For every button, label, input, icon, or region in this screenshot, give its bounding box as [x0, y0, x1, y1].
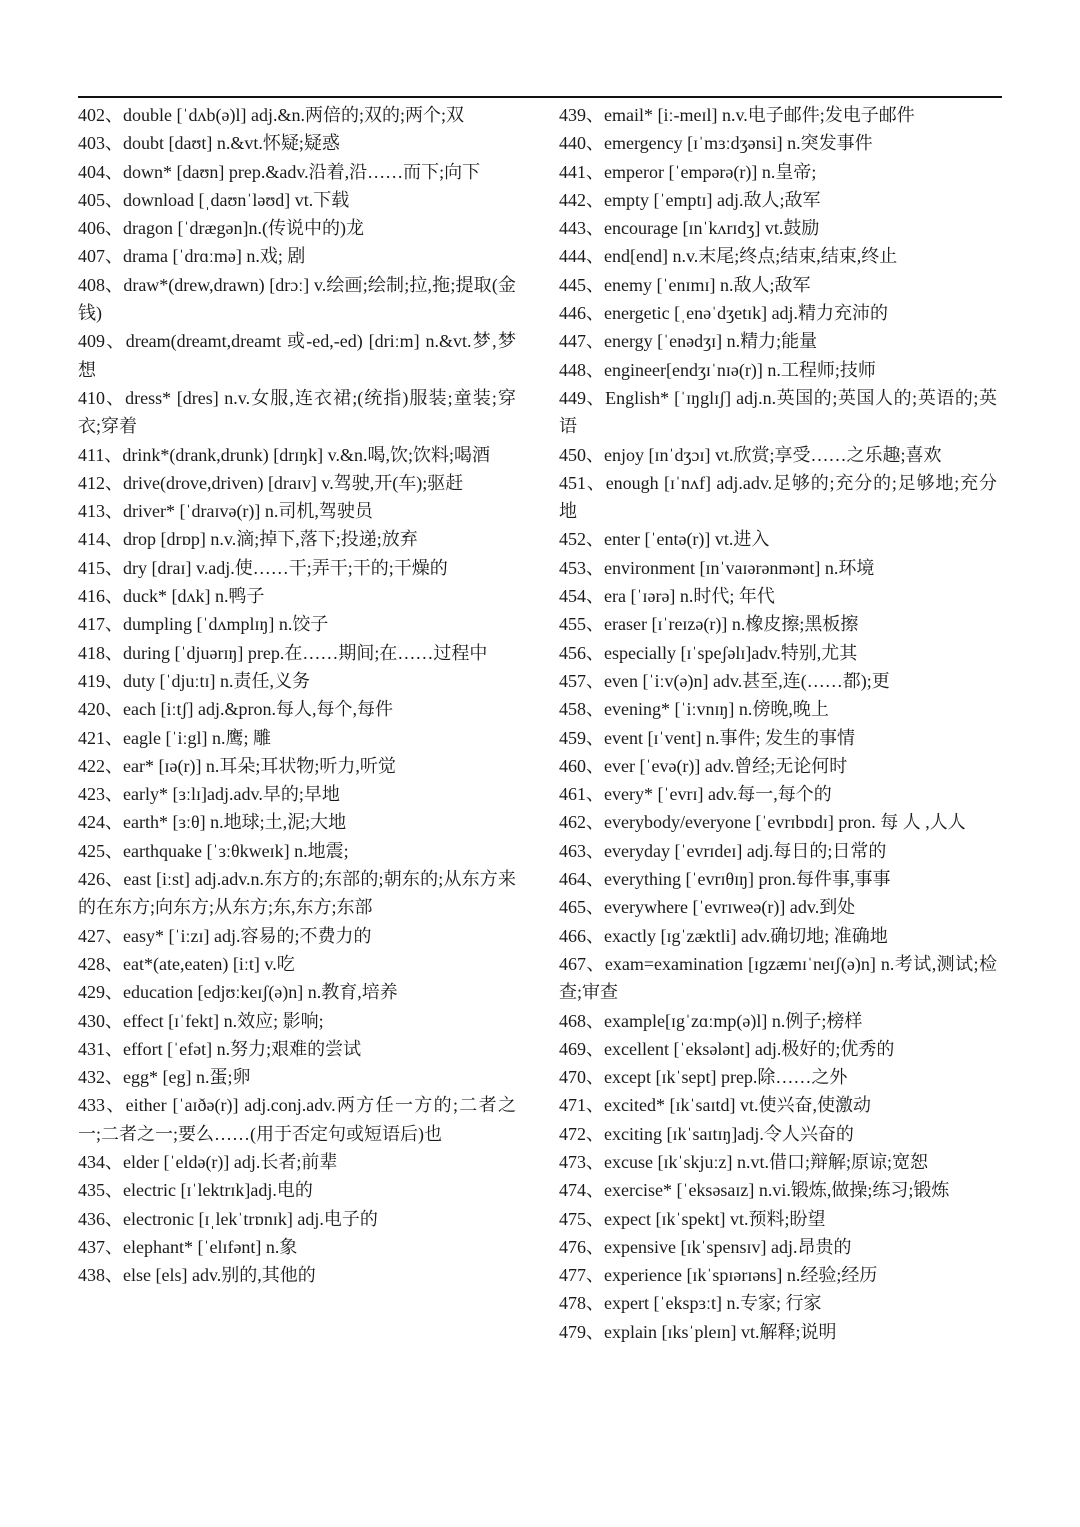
vocab-entry: 460、ever [ˈevə(r)] adv.曾经;无论何时	[559, 755, 848, 776]
top-rule	[78, 96, 1002, 98]
vocab-entry: 425、earthquake [ˈɜːθkweɪk] n.地震;	[78, 840, 349, 861]
vocab-entry: 438、else [els] adv.别的,其他的	[78, 1265, 316, 1286]
vocab-entry: 405、download [ˌdaʊnˈləʊd] vt.下载	[78, 189, 350, 210]
vocab-entry: 462、everybody/everyone [ˈevrɪbɒdɪ] pron. 每 人 ,人人	[559, 812, 966, 833]
vocab-entry: 473、excuse [ɪkˈskjuːz] n.vt.借口;辩解;原谅;宽恕	[559, 1151, 928, 1172]
vocab-entry: 433、either [ˈaɪðə(r)] adj.conj.adv.两方任一方的;二者之一;二者之一;要么……(用于否定句或短语后)也	[78, 1095, 516, 1144]
vocab-entry: 456、especially [ɪˈspeʃəlɪ]adv.特别,尤其	[559, 642, 858, 663]
vocab-entry: 453、environment [ɪnˈvaɪərənmənt] n.环境	[559, 557, 875, 578]
left-column	[78, 101, 516, 1289]
vocab-entry: 412、drive(drove,driven) [draɪv] v.驾驶,开(车);驱赶	[78, 472, 464, 493]
vocab-entry: 435、electric [ɪˈlektrɪk]adj.电的	[78, 1180, 313, 1201]
vocab-entry: 471、excited* [ɪkˈsaɪtd] vt.使兴奋,使激动	[559, 1095, 871, 1116]
vocab-entry: 467、exam=examination [ɪgzæmɪˈneɪʃ(ə)n] n.考试,测试;检查;审查	[559, 953, 997, 1003]
vocab-entry: 463、everyday [ˈevrɪdeɪ] adj.每日的;日常的	[559, 840, 887, 861]
vocab-entry: 432、egg* [eg] n.蛋;卵	[78, 1067, 251, 1088]
vocab-entry: 472、exciting [ɪkˈsaɪtɪŋ]adj.令人兴奋的	[559, 1123, 854, 1144]
vocab-entry: 454、era [ˈɪərə] n.时代; 年代	[559, 586, 775, 607]
vocab-entry: 410、dress* [dres] n.v.女服,连衣裙;(统指)服装;童装;穿衣;穿着	[78, 387, 516, 437]
right-column	[559, 101, 997, 1346]
vocab-entry: 404、down* [daʊn] prep.&adv.沿着,沿……而下;向下	[78, 161, 481, 182]
vocab-entry: 424、earth* [ɜːθ] n.地球;土,泥;大地	[78, 812, 347, 833]
vocab-entry: 406、dragon [ˈdrægən]n.(传说中的)龙	[78, 218, 364, 239]
vocab-entry: 443、encourage [ɪnˈkʌrɪdʒ] vt.鼓励	[559, 218, 820, 239]
vocab-entry: 422、ear* [ɪə(r)] n.耳朵;耳状物;听力,听觉	[78, 755, 396, 776]
vocab-entry: 436、electronic [ɪˌlekˈtrɒnɪk] adj.电子的	[78, 1208, 378, 1229]
vocab-entry: 477、experience [ɪkˈspɪərɪəns] n.经验;经历	[559, 1265, 878, 1286]
vocab-entry: 403、doubt [daʊt] n.&vt.怀疑;疑惑	[78, 133, 340, 154]
vocab-entry: 441、emperor [ˈempərə(r)] n.皇帝;	[559, 161, 817, 182]
vocab-entry: 447、energy [ˈenədʒɪ] n.精力;能量	[559, 331, 818, 352]
vocab-entry: 407、drama [ˈdrɑːmə] n.戏; 剧	[78, 246, 306, 267]
vocab-entry: 451、enough [ɪˈnʌf] adj.adv.足够的;充分的;足够地;充分地	[559, 472, 997, 522]
vocab-entry: 440、emergency [ɪˈmɜːdʒənsi] n.突发事件	[559, 133, 873, 154]
vocab-entry: 444、end[end] n.v.末尾;终点;结束,结束,终止	[559, 246, 898, 267]
vocab-entry: 411、drink*(drank,drunk) [drɪŋk] v.&n.喝,饮;饮料;喝酒	[78, 444, 491, 465]
vocab-entry: 475、expect [ɪkˈspekt] vt.预料;盼望	[559, 1208, 826, 1229]
vocab-entry: 417、dumpling [ˈdʌmplɪŋ] n.饺子	[78, 614, 329, 635]
vocab-entry: 446、energetic [ˌenəˈdʒetɪk] adj.精力充沛的	[559, 303, 889, 324]
vocab-entry: 457、even [ˈiːv(ə)n] adv.甚至,连(……都);更	[559, 670, 890, 691]
vocab-entry: 458、evening* [ˈiːvnɪŋ] n.傍晚,晚上	[559, 699, 829, 720]
vocab-entry: 442、empty [ˈemptɪ] adj.敌人;敌军	[559, 189, 821, 210]
vocab-entry: 413、driver* [ˈdraɪvə(r)] n.司机,驾驶员	[78, 501, 373, 522]
vocab-entry: 452、enter [ˈentə(r)] vt.进入	[559, 529, 770, 550]
vocab-entry: 402、double [ˈdʌb(ə)l] adj.&n.两倍的;双的;两个;双	[78, 105, 464, 125]
vocab-entry: 409、dream(dreamt,dreamt 或-ed,-ed) [driːm] n.&vt.梦,梦想	[78, 331, 516, 380]
vocab-entry: 465、everywhere [ˈevrɪweə(r)] adv.到处	[559, 897, 856, 918]
vocab-entry: 416、duck* [dʌk] n.鸭子	[78, 586, 265, 607]
vocab-entry: 470、except [ɪkˈsept] prep.除……之外	[559, 1067, 848, 1088]
vocab-entry: 469、excellent [ˈeksələnt] adj.极好的;优秀的	[559, 1038, 895, 1059]
vocab-entry: 459、event [ɪˈvent] n.事件; 发生的事情	[559, 727, 855, 748]
vocab-entry: 418、during [ˈdjuərɪŋ] prep.在……期间;在……过程中	[78, 642, 488, 663]
vocab-entry: 450、enjoy [ɪnˈdʒɔɪ] vt.欣赏;享受……之乐趣;喜欢	[559, 444, 942, 465]
vocab-entry: 478、expert [ˈekspɜːt] n.专家; 行家	[559, 1293, 822, 1314]
vocab-entry: 439、email* [iː-meɪl] n.v.电子邮件;发电子邮件	[559, 105, 915, 125]
vocab-entry: 426、east [iːst] adj.adv.n.东方的;东部的;朝东的;从东方来的在东方;向东方;从东方;东,东方;东部	[78, 869, 516, 918]
vocab-entry: 476、expensive [ɪkˈspensɪv] adj.昂贵的	[559, 1236, 852, 1257]
vocab-entry: 479、explain [ɪksˈpleɪn] vt.解释;说明	[559, 1321, 837, 1342]
vocab-entry: 427、easy* [ˈiːzɪ] adj.容易的;不费力的	[78, 925, 372, 946]
vocab-entry: 466、exactly [ɪgˈzæktli] adv.确切地; 准确地	[559, 925, 888, 946]
vocab-entry: 448、engineer[endʒɪˈnɪə(r)] n.工程师;技师	[559, 359, 876, 380]
vocab-entry: 415、dry [draɪ] v.adj.使……干;弄干;干的;干燥的	[78, 557, 448, 578]
vocab-entry: 420、each [iːtʃ] adj.&pron.每人,每个,每件	[78, 699, 393, 720]
vocab-entry: 437、elephant* [ˈelɪfənt] n.象	[78, 1236, 298, 1257]
vocab-entry: 449、English* [ˈɪŋglɪʃ] adj.n.英国的;英国人的;英语的;英语	[559, 387, 997, 437]
vocab-entry: 421、eagle [ˈiːgl] n.鹰; 雕	[78, 727, 271, 748]
vocab-entry: 419、duty [ˈdjuːtɪ] n.责任,义务	[78, 670, 310, 691]
vocab-entry: 428、eat*(ate,eaten) [iːt] v.吃	[78, 953, 295, 974]
vocab-entry: 423、early* [ɜːlɪ]adj.adv.早的;早地	[78, 784, 340, 805]
vocab-entry: 414、drop [drɒp] n.v.滴;掉下,落下;投递;放弃	[78, 529, 418, 550]
vocab-entry: 429、education [edjʊːkeɪʃ(ə)n] n.教育,培养	[78, 982, 398, 1003]
vocab-entry: 468、example[ɪgˈzɑːmp(ə)l] n.例子;榜样	[559, 1010, 863, 1031]
vocab-entry: 430、effect [ɪˈfekt] n.效应; 影响;	[78, 1010, 324, 1031]
vocab-entry: 434、elder [ˈeldə(r)] adj.长者;前辈	[78, 1151, 338, 1172]
vocab-entry: 408、draw*(drew,drawn) [drɔː] v.绘画;绘制;拉,拖;提取(金钱)	[78, 274, 516, 324]
vocab-entry: 445、enemy [ˈenɪmɪ] n.敌人;敌军	[559, 274, 811, 295]
vocab-entry: 464、everything [ˈevrɪθɪŋ] pron.每件事,事事	[559, 869, 891, 890]
vocab-entry: 431、effort [ˈefət] n.努力;艰难的尝试	[78, 1038, 362, 1059]
vocab-entry: 474、exercise* [ˈeksəsaɪz] n.vi.锻炼,做操;练习;锻炼	[559, 1180, 950, 1201]
vocab-entry: 461、every* [ˈevrɪ] adv.每一,每个的	[559, 784, 832, 805]
vocab-entry: 455、eraser [ɪˈreɪzə(r)] n.橡皮擦;黑板擦	[559, 614, 859, 635]
